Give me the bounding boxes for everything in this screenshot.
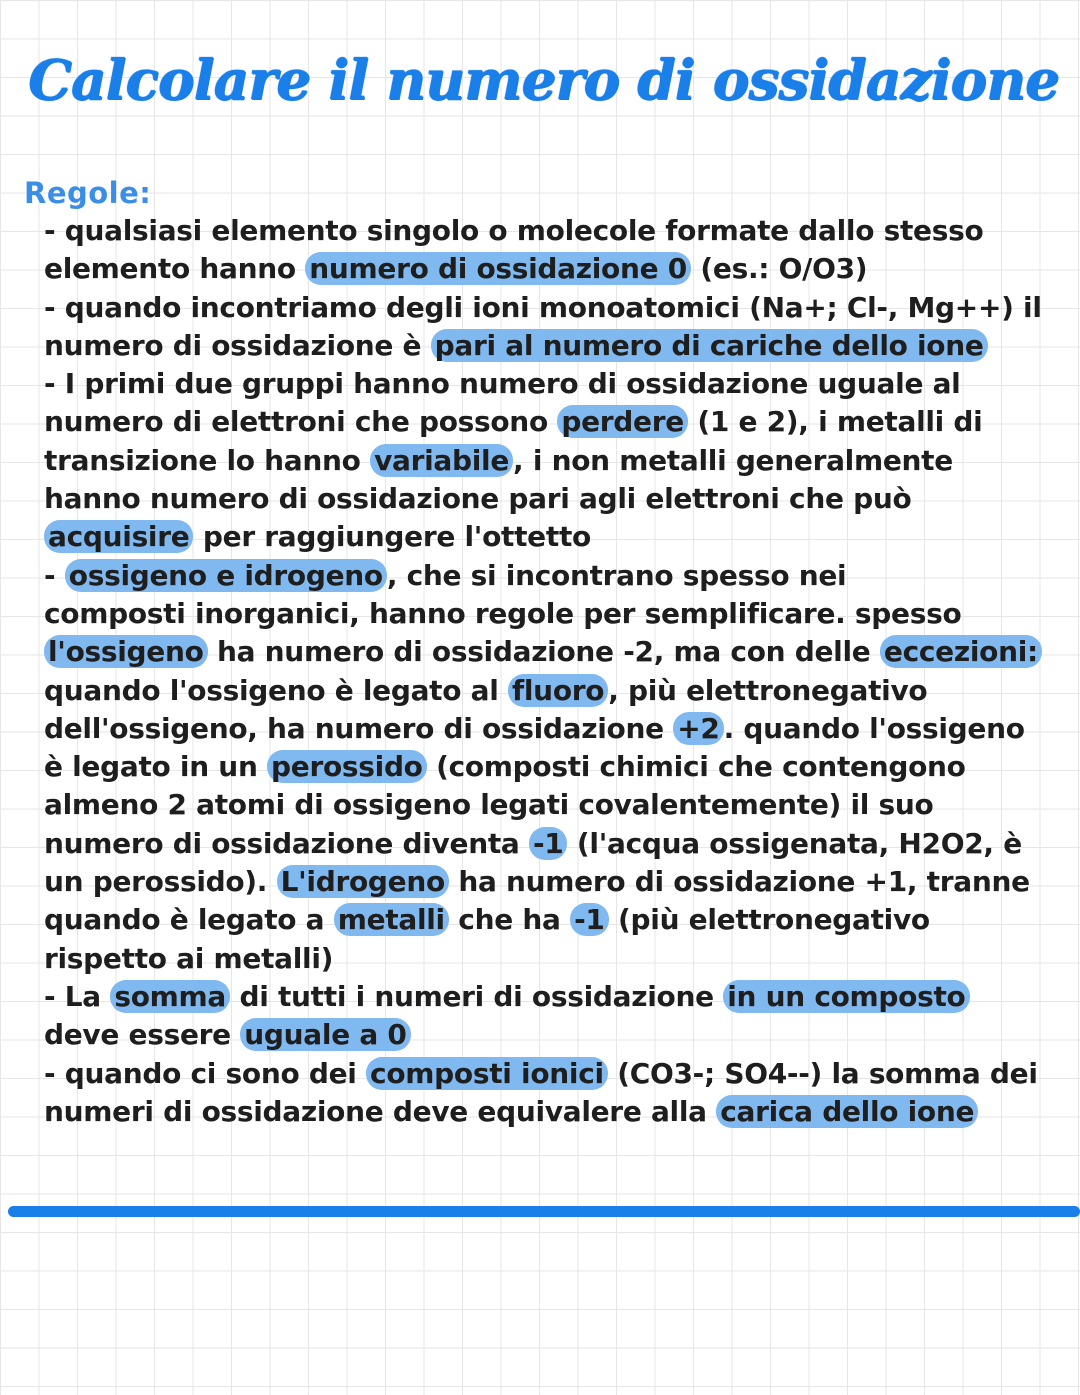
highlighted-text: ossigeno e idrogeno	[65, 559, 387, 592]
highlighted-text: uguale a 0	[240, 1018, 410, 1051]
text-line	[44, 442, 1044, 480]
text-segment: - quando ci sono dei	[44, 1056, 367, 1090]
text-segment: deve essere	[44, 1018, 241, 1052]
text-segment: quando è legato a	[44, 903, 334, 937]
highlighted-text: perossido	[267, 750, 427, 783]
text-line	[44, 595, 1044, 633]
text-segment: , che si incontrano spesso nei	[386, 558, 847, 592]
text-line	[44, 748, 1044, 786]
text-segment: - quando incontriamo degli ioni monoatomici (Na+; Cl-, Mg++) il	[44, 290, 1042, 324]
text-segment: (l'acqua ossigenata, H2O2, è	[567, 826, 1022, 860]
text-line	[44, 365, 1044, 403]
text-line	[44, 1093, 1044, 1131]
text-line	[44, 978, 1044, 1016]
text-segment: (es.: O/O3)	[690, 252, 868, 286]
text-segment: (CO3-; SO4--) la somma dei	[607, 1056, 1038, 1090]
text-segment: almeno 2 atomi di ossigeno legati covalentemente) il suo	[44, 788, 934, 822]
highlighted-text: fluoro	[508, 674, 608, 707]
text-line	[44, 289, 1044, 327]
section-label: Regole:	[24, 176, 152, 210]
highlighted-text: -1	[570, 903, 609, 936]
text-segment: un perossido).	[44, 865, 277, 899]
highlighted-text: variabile	[370, 444, 513, 477]
highlighted-text: eccezioni:	[880, 635, 1042, 668]
highlighted-text: carica dello ione	[716, 1095, 978, 1128]
page-title: Calcolare il numero di ossidazione	[28, 47, 1059, 112]
text-segment: è legato in un	[44, 750, 268, 784]
text-segment: , i non metalli generalmente	[513, 443, 953, 477]
text-segment: numero di ossidazione diventa	[44, 826, 529, 860]
text-line	[44, 940, 1044, 978]
text-line	[44, 480, 1044, 518]
text-segment: (composti chimici che contengono	[426, 750, 966, 784]
text-line	[44, 403, 1044, 441]
text-segment: numeri di ossidazione deve equivalere alla	[44, 1094, 717, 1128]
text-segment: (più elettronegativo	[608, 903, 930, 937]
text-segment: di tutti i numeri di ossidazione	[230, 979, 724, 1013]
text-line	[44, 825, 1044, 863]
text-line	[44, 1016, 1044, 1054]
highlighted-text: composti ionici	[366, 1057, 608, 1090]
highlighted-text: L'idrogeno	[277, 865, 449, 898]
text-line	[44, 863, 1044, 901]
text-line	[44, 1055, 1044, 1093]
divider-line	[8, 1206, 1080, 1217]
text-line	[44, 710, 1044, 748]
highlighted-text: pari al numero di cariche dello ione	[431, 329, 988, 362]
text-segment: -	[44, 558, 65, 592]
highlighted-text: acquisire	[44, 520, 193, 553]
rules-list	[44, 212, 1044, 1131]
text-segment: rispetto ai metalli)	[44, 941, 334, 975]
highlighted-text: l'ossigeno	[44, 635, 208, 668]
text-line	[44, 250, 1044, 288]
text-line	[44, 633, 1044, 671]
text-segment: - qualsiasi elemento singolo o molecole formate dallo stesso	[44, 214, 984, 247]
text-segment: , più elettronegativo	[608, 673, 928, 707]
text-segment: transizione lo hanno	[44, 443, 371, 477]
text-line	[44, 212, 1044, 250]
text-line	[44, 901, 1044, 939]
text-line	[44, 327, 1044, 365]
text-segment: numero di elettroni che possono	[44, 405, 558, 439]
text-segment: ha numero di ossidazione +1, tranne	[448, 865, 1030, 899]
text-line	[44, 786, 1044, 824]
highlighted-text: perdere	[557, 405, 688, 438]
text-line	[44, 672, 1044, 710]
highlighted-text: +2	[673, 712, 723, 745]
text-line	[44, 518, 1044, 556]
text-segment: per raggiungere l'ottetto	[193, 520, 591, 554]
highlighted-text: numero di ossidazione 0	[305, 252, 691, 285]
highlighted-text: in un composto	[723, 980, 969, 1013]
text-segment: ha numero di ossidazione -2, ma con delle	[207, 635, 880, 669]
text-segment: (1 e 2), i metalli di	[687, 405, 983, 439]
text-segment: elemento hanno	[44, 252, 306, 286]
text-line	[44, 557, 1044, 595]
text-segment: numero di ossidazione è	[44, 328, 431, 362]
text-segment: che ha	[448, 903, 571, 937]
text-segment: dell'ossigeno, ha numero di ossidazione	[44, 711, 674, 745]
text-segment: quando l'ossigeno è legato al	[44, 673, 508, 707]
text-segment: - La	[44, 979, 111, 1013]
text-segment: - I primi due gruppi hanno numero di ossidazione uguale al	[44, 367, 961, 401]
text-segment: . quando l'ossigeno	[723, 711, 1025, 745]
highlighted-text: somma	[110, 980, 230, 1013]
text-segment: composti inorganici, hanno regole per semplificare. spesso	[44, 596, 962, 630]
text-segment: hanno numero di ossidazione pari agli elettroni che può	[44, 482, 912, 516]
highlighted-text: metalli	[334, 903, 449, 936]
highlighted-text: -1	[529, 827, 568, 860]
